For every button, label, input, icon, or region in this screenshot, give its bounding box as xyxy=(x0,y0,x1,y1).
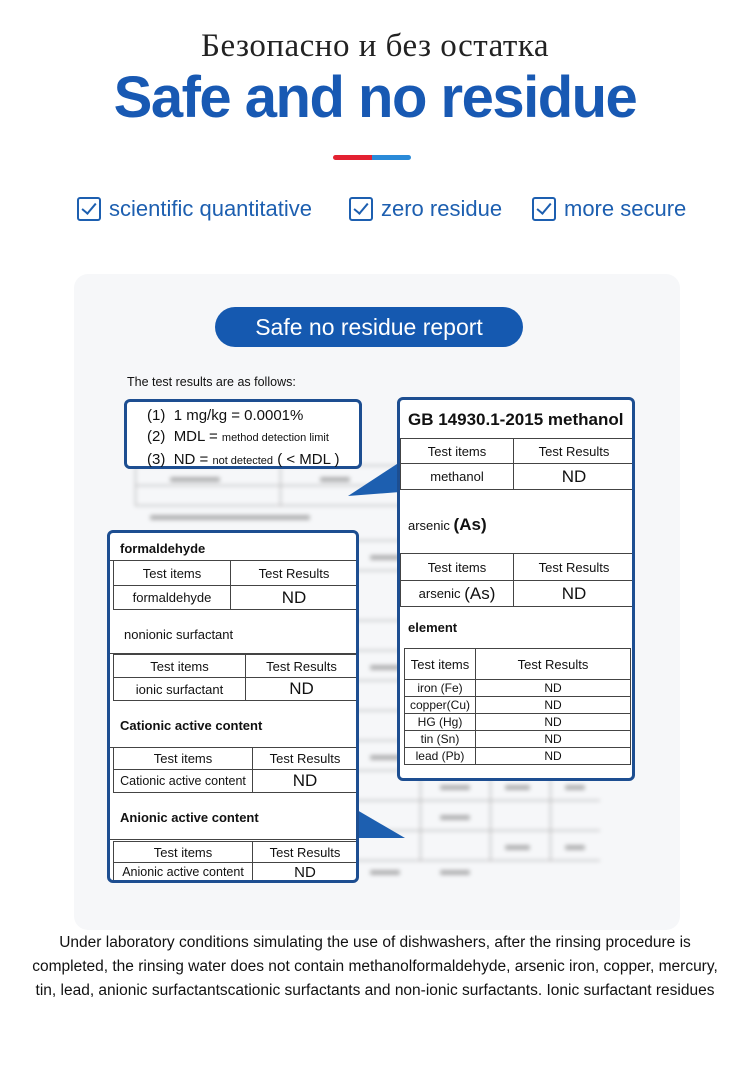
formaldehyde-item: formaldehyde xyxy=(113,585,231,610)
callout-pointer-right xyxy=(345,460,405,500)
element-item: iron (Fe) xyxy=(404,679,476,697)
ionic-item: ionic surfactant xyxy=(113,677,246,701)
header-test-items: Test items xyxy=(404,648,476,680)
header-test-results: Test Results xyxy=(252,747,358,770)
element-result: ND xyxy=(475,696,631,714)
definition-1: (1) 1 mg/kg = 0.0001% xyxy=(147,407,304,424)
definitions-box xyxy=(124,399,362,469)
title-divider xyxy=(333,155,411,160)
element-item: copper(Cu) xyxy=(404,696,476,714)
anionic-result: ND xyxy=(252,862,358,882)
surfactant-panel xyxy=(107,530,359,883)
checkbox-icon xyxy=(77,197,101,221)
footer-description: Under laboratory conditions simulating the use of dishwashers, after the rinsing procedure is completed, the rinsing water does not contain methanolformaldehyde, arsenic iron, copper, mercury, tin, lead, anionic surfactantscationic surfactants and non-ionic surfactants. Ionic surfactant residues xyxy=(32,934,718,999)
feature-more-secure xyxy=(532,193,686,225)
header-test-results: Test Results xyxy=(252,841,358,863)
cationic-item: Cationic active content xyxy=(113,769,253,793)
header-test-results: Test Results xyxy=(513,438,635,464)
methanol-result: ND xyxy=(513,463,635,490)
header-test-items: Test items xyxy=(113,747,253,770)
anionic-heading: Anionic active content xyxy=(120,810,259,825)
methanol-arsenic-element-panel xyxy=(397,397,635,781)
feature-scientific-quantitative xyxy=(77,193,312,225)
header-test-items: Test items xyxy=(113,841,253,863)
checkbox-icon xyxy=(532,197,556,221)
arsenic-item: arsenic (As) xyxy=(400,580,514,607)
header-test-results: Test Results xyxy=(230,560,358,586)
header-test-results: Test Results xyxy=(245,654,358,678)
element-result: ND xyxy=(475,679,631,697)
methanol-item: methanol xyxy=(400,463,514,490)
formaldehyde-result: ND xyxy=(230,585,358,610)
panel-title: GB 14930.1-2015 methanol xyxy=(408,410,624,429)
feature-label: zero residue xyxy=(381,196,503,221)
report-badge: Safe no residue report xyxy=(215,307,523,347)
title-russian: Безопасно и без остатка xyxy=(201,28,549,64)
arsenic-heading: arsenic (As) xyxy=(408,515,487,534)
definition-3: (3) ND = not detected ( < MDL ) xyxy=(147,451,340,468)
formaldehyde-heading: formaldehyde xyxy=(120,541,206,556)
checkbox-icon xyxy=(349,197,373,221)
ionic-result: ND xyxy=(245,677,358,701)
cationic-heading: Cationic active content xyxy=(120,718,263,733)
feature-label: more secure xyxy=(564,196,687,221)
header-test-items: Test items xyxy=(113,654,246,678)
element-item: lead (Pb) xyxy=(404,747,476,765)
element-result: ND xyxy=(475,747,631,765)
definition-2: (2) MDL = method detection limit xyxy=(147,428,329,445)
anionic-item: Anionic active content xyxy=(113,862,253,882)
arsenic-result: ND xyxy=(513,580,635,607)
element-result: ND xyxy=(475,730,631,748)
element-item: tin (Sn) xyxy=(404,730,476,748)
title-english: Safe and no residue xyxy=(113,65,637,130)
header-test-items: Test items xyxy=(400,438,514,464)
element-item: HG (Hg) xyxy=(404,713,476,731)
nonionic-heading: nonionic surfactant xyxy=(124,627,234,642)
callout-pointer-left xyxy=(355,808,410,843)
test-results-intro: The test results are as follows: xyxy=(127,375,296,389)
cationic-result: ND xyxy=(252,769,358,793)
header-test-results: Test Results xyxy=(513,553,635,581)
header-test-items: Test items xyxy=(113,560,231,586)
element-heading: element xyxy=(408,620,458,635)
header-test-results: Test Results xyxy=(475,648,631,680)
feature-zero-residue xyxy=(349,193,502,225)
header-test-items: Test items xyxy=(400,553,514,581)
feature-label: scientific quantitative xyxy=(109,196,312,221)
element-result: ND xyxy=(475,713,631,731)
